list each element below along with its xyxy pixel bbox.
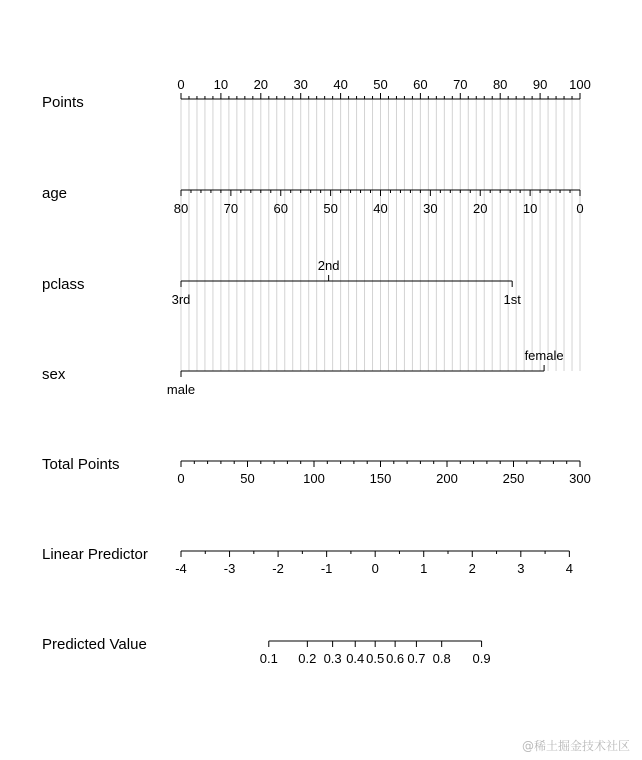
pclass-axis — [172, 258, 522, 307]
tick-label: 0.6 — [386, 651, 405, 666]
tick-label: 0.3 — [323, 651, 342, 666]
tick-label: 0 — [371, 561, 379, 576]
points-gridlines — [181, 99, 580, 371]
tick-label: -1 — [320, 561, 333, 576]
tick-label: 40 — [373, 201, 388, 216]
tick-label: 10 — [522, 201, 538, 216]
tick-label: female — [524, 348, 564, 363]
tick-label: 0 — [576, 201, 584, 216]
tick-label: 10 — [213, 77, 229, 92]
linear-predictor-axis — [175, 551, 573, 576]
tick-label: 0.4 — [346, 651, 365, 666]
tick-label: 150 — [369, 471, 392, 486]
tick-label: 2nd — [317, 258, 340, 273]
tick-label: 0.2 — [298, 651, 317, 666]
tick-label: -2 — [272, 561, 284, 576]
watermark: @稀土掘金技术社区 — [521, 739, 630, 753]
row-label: Linear Predictor — [42, 546, 148, 563]
tick-label: 20 — [253, 77, 269, 92]
tick-label: 90 — [532, 77, 548, 92]
tick-label: 80 — [173, 201, 189, 216]
row-label: Predicted Value — [42, 636, 147, 653]
tick-label: 0.5 — [366, 651, 385, 666]
tick-label: 0.7 — [407, 651, 426, 666]
tick-label: 3rd — [171, 292, 191, 307]
tick-label: 2 — [468, 561, 476, 576]
tick-label: 70 — [223, 201, 239, 216]
tick-label: 0 — [177, 77, 185, 92]
tick-label: 60 — [273, 201, 288, 216]
tick-label: male — [166, 382, 196, 397]
tick-label: 50 — [240, 471, 255, 486]
tick-label: 100 — [303, 471, 325, 486]
row-label: sex — [42, 366, 66, 383]
age-axis — [174, 190, 584, 216]
tick-label: 70 — [453, 77, 468, 92]
tick-label: 3 — [517, 561, 525, 576]
total-points-axis — [177, 461, 590, 486]
sex-axis — [167, 348, 564, 397]
tick-label: 250 — [502, 471, 525, 486]
tick-label: 100 — [569, 77, 591, 92]
tick-label: 0.1 — [259, 651, 278, 666]
tick-label: 50 — [373, 77, 388, 92]
tick-label: 0.9 — [472, 651, 491, 666]
points-axis — [177, 77, 590, 99]
tick-label: 0.8 — [432, 651, 451, 666]
tick-label: 60 — [413, 77, 428, 92]
row-label: age — [42, 185, 68, 202]
tick-label: 1 — [420, 561, 428, 576]
tick-label: 50 — [323, 201, 338, 216]
tick-label: 80 — [492, 77, 508, 92]
row-label: pclass — [42, 276, 85, 293]
tick-label: 30 — [423, 201, 438, 216]
tick-label: 20 — [473, 201, 488, 216]
row-label: Points — [42, 94, 84, 111]
tick-label: 300 — [569, 471, 591, 486]
tick-label: 4 — [565, 561, 573, 576]
row-label: Total Points — [42, 456, 120, 473]
tick-label: 30 — [293, 77, 308, 92]
predicted-value-axis — [260, 641, 491, 666]
tick-label: 1st — [503, 292, 521, 307]
tick-label: 40 — [333, 77, 348, 92]
tick-label: 0 — [177, 471, 185, 486]
tick-label: 200 — [436, 471, 458, 486]
tick-label: -3 — [223, 561, 236, 576]
tick-label: -4 — [175, 561, 187, 576]
